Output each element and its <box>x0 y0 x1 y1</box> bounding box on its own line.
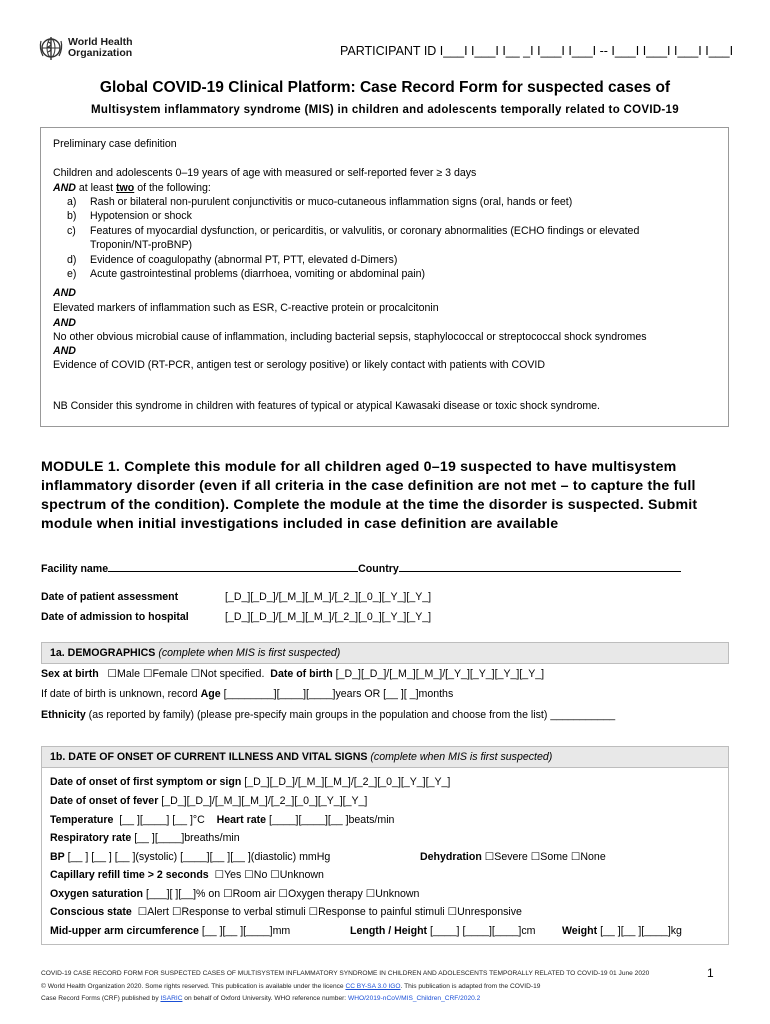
ethnicity-row <box>41 709 615 721</box>
logo-line-2: Organization <box>68 47 133 59</box>
temp-hr-row <box>50 814 394 826</box>
assessment-date-row <box>41 591 431 603</box>
assessment-date-label: Date of patient assessment <box>41 591 179 603</box>
fever-onset-label: Date of onset of fever <box>50 795 159 807</box>
length-height-input[interactable]: [____] [____][____]cm <box>430 925 536 937</box>
dehydration-options[interactable]: ☐Severe ☐Some ☐None <box>484 851 606 863</box>
admission-date-input[interactable]: [_D_][_D_]/[_M_][_M_]/[_2_][_0_][_Y_][_Y_] <box>225 611 432 623</box>
ethnicity-input[interactable]: (as reported by family) (please pre-specify main groups in the population and choose from the list) ___________ <box>85 709 616 721</box>
first-symptom-row <box>50 776 450 788</box>
heart-rate-label: Heart rate <box>216 814 267 826</box>
case-definition-heading: Preliminary case definition <box>53 138 177 150</box>
conscious-state-row <box>50 906 522 918</box>
assessment-date-input[interactable]: [_D_][_D_]/[_M_][_M_]/[_2_][_0_][_Y_][_Y_] <box>225 591 432 603</box>
resp-rate-row <box>50 832 240 844</box>
facility-row <box>41 562 681 575</box>
capillary-refill-label: Capillary refill time > 2 seconds <box>50 869 209 881</box>
dehydration-label: Dehydration <box>420 851 482 863</box>
and-keyword: AND <box>53 317 76 329</box>
muac-row <box>50 925 290 937</box>
heart-rate-input[interactable]: [____][____][__ ]beats/min <box>269 814 395 826</box>
bp-row <box>50 851 330 863</box>
form-subtitle: Multisystem inflammatory syndrome (MIS) in children and adolescents temporally related to COVID-19 <box>91 104 679 116</box>
bp-input[interactable]: [__ ] [__ ] [__ ](systolic) [____][__ ][__ ](diastolic) mmHg <box>67 851 331 863</box>
two-keyword: two <box>116 182 135 194</box>
conscious-state-options[interactable]: ☐Alert ☐Response to verbal stimuli ☐Response to painful stimuli ☐Unresponsive <box>137 906 522 918</box>
muac-input[interactable]: [__ ][__ ][____]mm <box>201 925 291 937</box>
isaric-link[interactable]: ISARIC <box>160 995 183 1002</box>
onset-vitals-box <box>41 767 729 945</box>
facility-name-input[interactable] <box>108 562 358 572</box>
case-definition-box: Preliminary case definition Children and adolescents 0–19 years of age with measured or self-reported fever ≥ 3 days AND at least two of the following: a) Rash or bilateral non-purulent conjunctivitis or muco-cutaneous inflammation signs (oral, hands or feet) b) Hypotension or shock c) Features of myocardial dysfunction, or pericarditis, or valvulitis, or coronary abnormalities (ECHO findings or elevated Troponin/NT-proBNP) d) Evidence of coagulopathy (abnormal PT, PTT, elevated d-Dimers) e) Acute gastrointestinal problems (diarrhoea, vomiting or abdominal pain) AND Elevated markers of inflammation such as ESR, C-reactive protein or procalcitonin AND No other obvious microbial cause of inflammation, including bacterial sepsis, staphylococcal or streptococcal shock syndromes AND Evidence of COVID (RT-PCR, antigen test or serology positive) or likely contact with patients with COVID NB Consider this syndrome in children with features of typical or atypical Kawasaki disease or toxic shock syndrome. <box>40 127 729 427</box>
page-number: 1 <box>707 966 714 980</box>
oxygen-saturation-input[interactable]: [___][ ][__]% on ☐Room air ☐Oxygen therapy ☐Unknown <box>145 888 420 900</box>
first-symptom-input[interactable]: [_D_][_D_]/[_M_][_M_]/[_2_][_0_][_Y_][_Y_] <box>244 776 451 788</box>
sex-options[interactable]: ☐Male ☐Female ☐Not specified. <box>107 668 265 680</box>
onset-vitals-note: (complete when MIS is first suspected) <box>370 751 553 763</box>
oxygen-saturation-label: Oxygen saturation <box>50 888 144 900</box>
first-symptom-label: Date of onset of first symptom or sign <box>50 776 242 788</box>
demographics-header <box>41 642 729 664</box>
capillary-refill-row <box>50 869 324 881</box>
length-height-row <box>350 925 535 937</box>
who-logo <box>38 32 148 64</box>
country-input[interactable] <box>399 562 681 572</box>
fever-onset-input[interactable]: [_D_][_D_]/[_M_][_M_]/[_2_][_0_][_Y_][_Y_] <box>161 795 368 807</box>
demographics-title: 1a. DEMOGRAPHICS <box>50 647 156 659</box>
footer-title: COVID-19 CASE RECORD FORM FOR SUSPECTED CASES OF MULTISYSTEM INFLAMMATORY SYNDROME IN CHILDREN AND ADOLESCENTS TEMPORALLY RELATED TO COVID-19 01 June 2020 <box>41 970 650 977</box>
onset-vitals-title: 1b. DATE OF ONSET OF CURRENT ILLNESS AND VITAL SIGNS <box>50 751 368 763</box>
oxygen-saturation-row <box>50 888 419 900</box>
resp-rate-input[interactable]: [__ ][____]breaths/min <box>134 832 240 844</box>
who-emblem-icon <box>38 35 64 61</box>
fever-onset-row <box>50 795 367 807</box>
and-keyword: AND <box>53 287 76 299</box>
logo-line-1: World Health <box>68 36 133 48</box>
age-input[interactable]: [________][____][____]years OR [__ ][ _]months <box>223 688 454 700</box>
conscious-state-label: Conscious state <box>50 906 132 918</box>
and-keyword: AND <box>53 345 76 357</box>
criterion-other-cause: No other obvious microbial cause of inflammation, including bacterial sepsis, staphylococcal or streptococcal shock syndromes <box>53 331 647 343</box>
country-label: Country <box>358 563 399 575</box>
participant-id-field[interactable]: PARTICIPANT ID I___I I___I I__ _I I___I I___I -- I___I I___I I___I I___I <box>340 44 734 58</box>
dob-input[interactable]: [_D_][_D_]/[_M_][_M_]/[_Y_][_Y_][_Y_][_Y_] <box>335 668 545 680</box>
admission-date-label: Date of admission to hospital <box>41 611 189 623</box>
footer-licence: © World Health Organization 2020. Some rights reserved. This publication is available under the licence CC BY-SA 3.0 IGO. This publication is adapted from the COVID-19 <box>41 983 541 990</box>
facility-label: Facility name <box>41 563 109 575</box>
and-keyword: AND <box>53 182 76 194</box>
temperature-input[interactable]: [__ ][____] [__ ]°C <box>119 814 205 826</box>
footer-reference: Case Record Forms (CRF) published by ISARIC on behalf of Oxford University. WHO reference number: WHO/2019-nCoV/MIS_Children_CRF/2020.2 <box>41 995 481 1002</box>
form-title: Global COVID-19 Clinical Platform: Case Record Form for suspected cases of <box>99 79 671 96</box>
length-height-label: Length / Height <box>350 925 428 937</box>
criterion-elevated: Elevated markers of inflammation such as ESR, C-reactive protein or procalcitonin <box>53 302 439 314</box>
temperature-label: Temperature <box>50 814 114 826</box>
who-reference-number: WHO/2019-nCoV/MIS_Children_CRF/2020.2 <box>347 995 481 1002</box>
licence-link[interactable]: CC BY-SA 3.0 IGO <box>345 983 401 990</box>
weight-row <box>562 925 682 937</box>
case-definition-intro: Children and adolescents 0–19 years of age with measured or self-reported fever ≥ 3 days <box>53 167 477 179</box>
dob-label: Date of birth <box>270 668 333 680</box>
module-1-heading: MODULE 1. Complete this module for all children aged 0–19 suspected to have multisystem inflammatory disorder (even if all criteria in the case definition are not met – to capture the full spectrum of the condition). Complete the module at the time the disorder is suspected. Submit module when initial investigations included in case definition are available <box>41 459 698 532</box>
resp-rate-label: Respiratory rate <box>50 832 132 844</box>
sex-dob-row <box>41 668 544 680</box>
age-row: If date of birth is unknown, record Age [________][____][____]years OR [__ ][ _]months <box>41 688 454 700</box>
bp-label: BP <box>50 851 65 863</box>
case-definition-nb: NB Consider this syndrome in children with features of typical or atypical Kawasaki disease or toxic shock syndrome. <box>53 400 600 412</box>
case-definition-at-least: AND at least two of the following: <box>53 182 211 194</box>
demographics-note: (complete when MIS is first suspected) <box>158 647 341 659</box>
onset-vitals-header <box>41 746 729 768</box>
admission-date-row <box>41 611 431 623</box>
capillary-refill-options[interactable]: ☐Yes ☐No ☐Unknown <box>214 869 324 881</box>
weight-input[interactable]: [__ ][__ ][____]kg <box>600 925 682 937</box>
sex-label: Sex at birth <box>41 668 99 680</box>
muac-label: Mid-upper arm circumference <box>50 925 199 937</box>
ethnicity-label: Ethnicity <box>41 709 86 721</box>
dehydration-row <box>420 851 606 863</box>
age-label: Age <box>200 688 221 700</box>
criterion-evidence: Evidence of COVID (RT-PCR, antigen test or serology positive) or likely contact with patients with COVID <box>53 359 546 371</box>
weight-label: Weight <box>562 925 598 937</box>
